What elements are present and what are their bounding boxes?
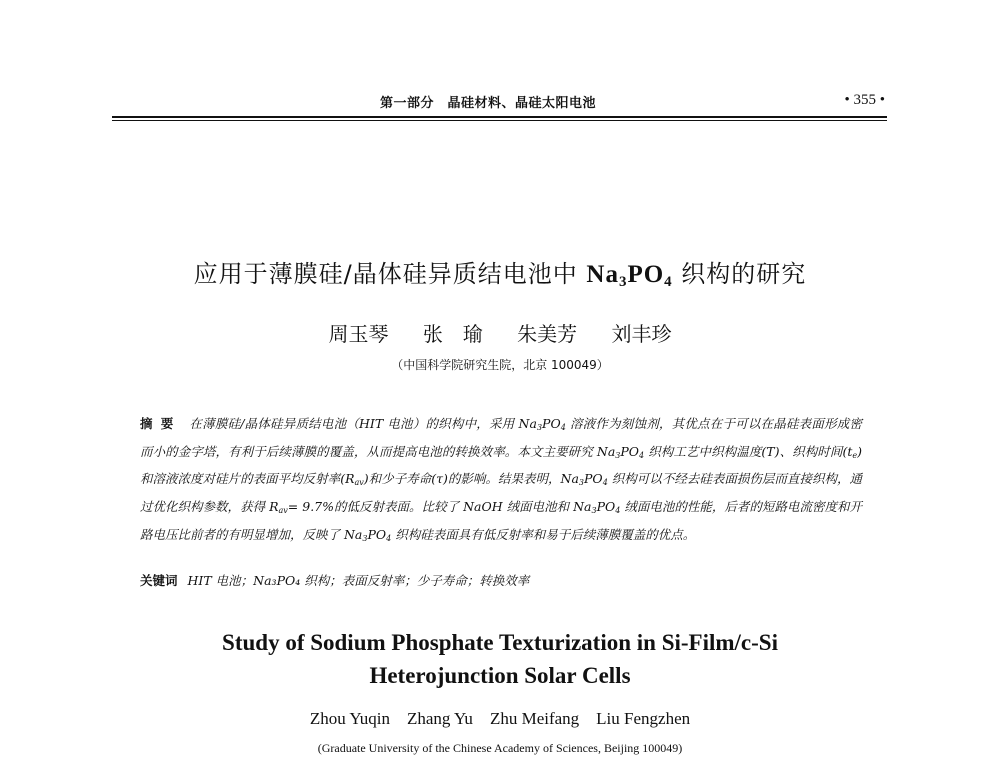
title-en-line: Heterojunction Solar Cells: [369, 663, 631, 688]
abstract-sub: 3: [615, 450, 621, 460]
abstract-text: PO: [542, 416, 561, 431]
keywords-text: HIT 电池；Na₃PO₄ 织构；表面反射率；少子寿命；转换效率: [187, 573, 530, 588]
abstract-text: )和溶液浓度对硅片的表面平均反射率(R: [140, 443, 862, 487]
abstract-text: 织构工艺中织构温度(T)、织构时间(t: [644, 443, 853, 459]
title-cn-chem-po-sub: 4: [664, 274, 673, 290]
abstract-sub: 3: [591, 506, 597, 516]
title-cn-prefix: 应用于薄膜硅/晶体硅异质结电池中: [193, 260, 587, 288]
title-chinese: [0, 254, 1000, 291]
abstract-sub: 3: [536, 423, 543, 432]
abstract-text: 织构硅表面具有低反射率和易于后续薄膜覆盖的优点。: [391, 526, 696, 542]
abstract-text: 绒面电池的性能，后者的短路电流密度和开路电压比前者的有明显增加，反映了 Na: [140, 499, 862, 542]
abstract-sub: 3: [362, 533, 368, 543]
abstract-text: 在薄膜硅/晶体硅异质结电池（HIT 电池）的织构中，采用 Na: [189, 416, 537, 431]
keywords-label: 关键词: [140, 573, 178, 588]
abstract-sub: 4: [639, 450, 645, 460]
abstract-text: = 9.7%的低反射表面。比较了 NaOH 绒面电池和 Na: [287, 499, 592, 515]
abstract-text: PO: [620, 443, 640, 459]
author-cn: 周玉琴: [328, 322, 389, 346]
author-cn: 张 瑜: [422, 322, 483, 346]
abstract-sub: 3: [578, 478, 585, 488]
authors-english: [0, 709, 1000, 729]
authors-chinese: [0, 318, 1000, 347]
abstract-text: PO: [596, 499, 616, 515]
author-en: Zhou Yuqin: [309, 709, 390, 728]
title-en-line: Study of Sodium Phosphate Texturization in Si-Film/c-Si: [222, 630, 778, 655]
abstract-sub: av: [278, 506, 288, 516]
title-cn-chem-na-sub: 3: [618, 274, 628, 290]
title-cn-chem-po: PO: [627, 261, 665, 288]
abstract-sub: e: [852, 450, 858, 460]
author-cn: 朱美芳: [517, 322, 578, 346]
title-cn-chem-na: Na: [586, 261, 619, 288]
header-rule-thick: [112, 116, 887, 118]
title-cn-chem: [586, 261, 672, 288]
abstract-text: PO: [367, 526, 387, 542]
author-en: Liu Fengzhen: [596, 709, 691, 728]
abstract-sub: 4: [386, 533, 392, 543]
abstract-text: )和少子寿命(τ)的影响。结果表明，Na: [363, 471, 579, 487]
abstract-text: PO: [584, 471, 603, 487]
affiliation-chinese: （中国科学院研究生院，北京 100049）: [391, 358, 609, 372]
abstract-text: 溶液作为刻蚀剂，其优点在于可以在晶硅表面形成密而小的金字塔，有利于后续薄膜的覆盖，从而提高电池的转换效率。本文主要研究 Na: [140, 416, 862, 459]
abstract-chinese: [140, 412, 862, 551]
page-number: • 355 •: [844, 92, 885, 108]
abstract-text: 织构可以不经去硅表面损伤层而直接织构，通过优化织构参数，获得 R: [140, 471, 862, 515]
title-english: [0, 626, 1000, 692]
abstract-sub: av: [354, 478, 364, 488]
abstract-label: 摘要: [140, 416, 182, 431]
abstract-sub: 4: [560, 423, 566, 432]
running-header-section: 第一部分 晶硅材料、晶硅太阳电池: [380, 96, 597, 111]
abstract-sub: 4: [615, 506, 621, 516]
title-cn-suffix: 织构的研究: [672, 260, 807, 288]
abstract-sub: 4: [602, 478, 608, 488]
keywords-chinese: [140, 571, 862, 589]
author-cn: 刘丰珍: [611, 322, 672, 346]
author-en: Zhang Yu: [406, 709, 473, 728]
header-rule-thin: [112, 120, 887, 121]
affiliation-english: (Graduate University of the Chinese Academy of Sciences, Beijing 100049): [317, 741, 683, 755]
running-header: [140, 92, 885, 114]
author-en: Zhu Meifang: [489, 709, 580, 728]
